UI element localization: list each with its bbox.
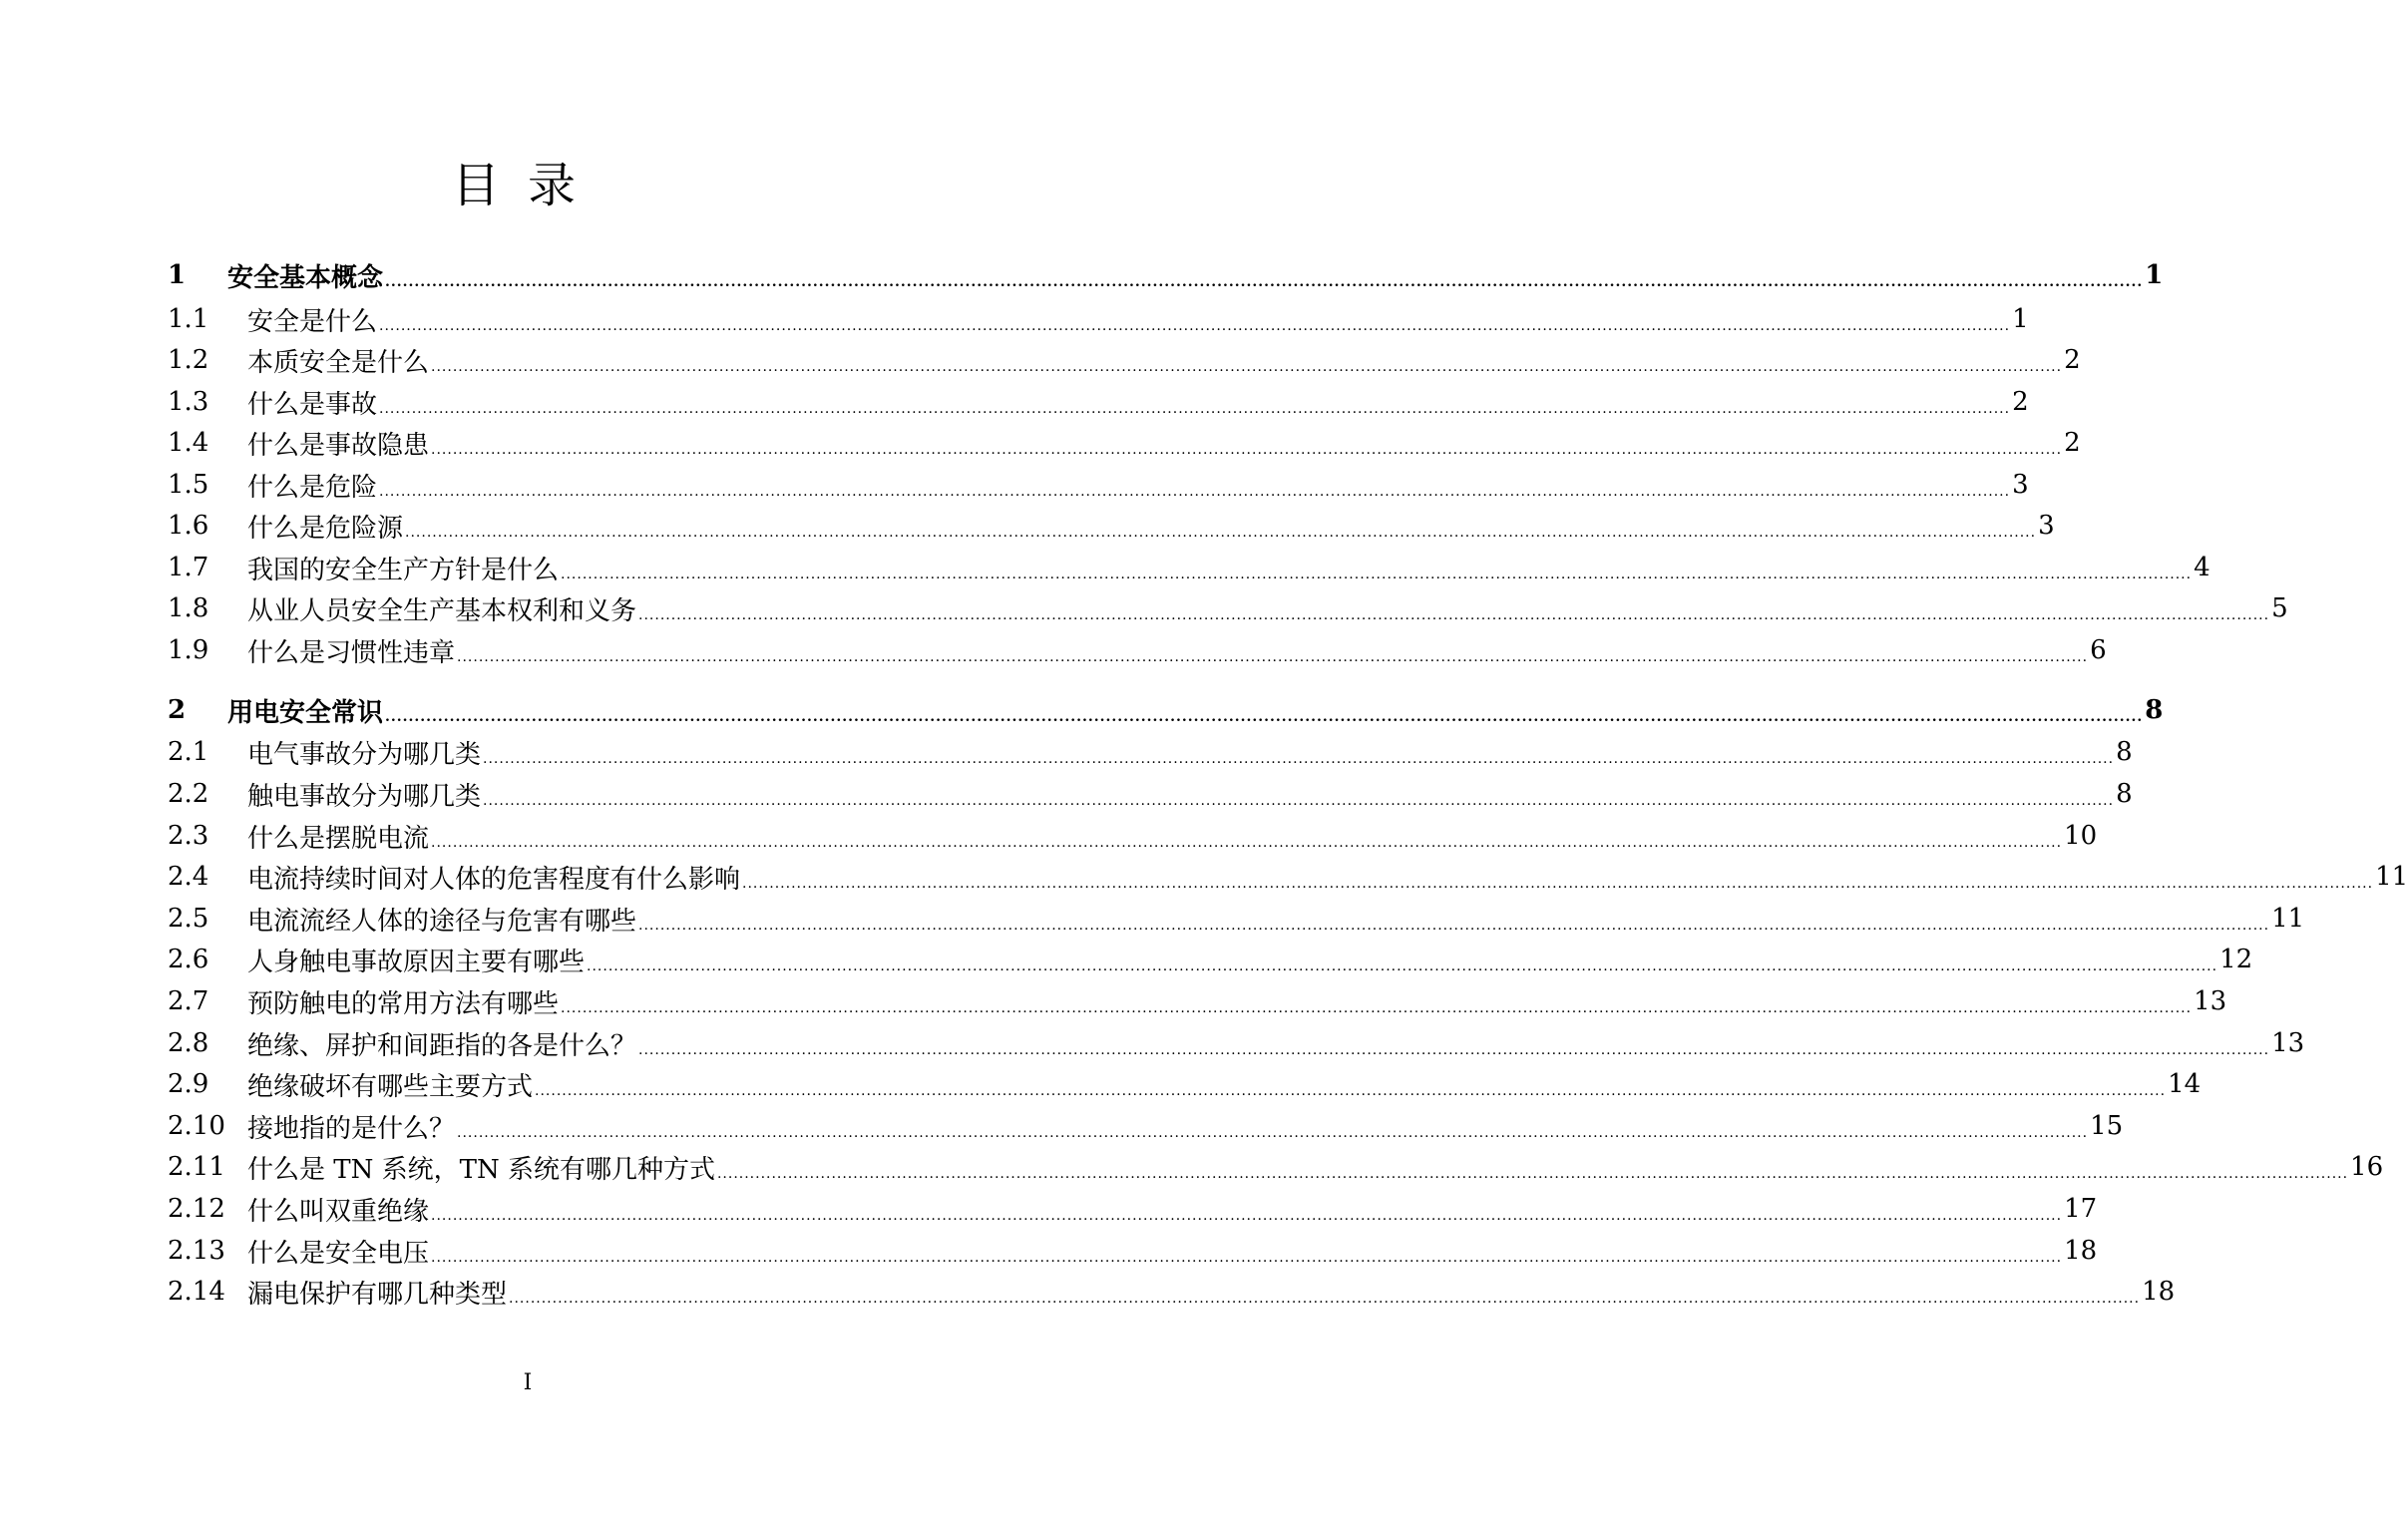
toc-title: 什么是安全电压 bbox=[247, 1238, 430, 1269]
leader-dots: ............................................................................................................................................................................................................................................................................................................ bbox=[587, 958, 2218, 974]
toc-title: 触电事故分为哪几类 bbox=[247, 781, 482, 812]
toc-entry[interactable] bbox=[168, 423, 2081, 463]
toc-number: 2.2 bbox=[168, 779, 209, 809]
toc-entry[interactable] bbox=[168, 506, 2055, 546]
leader-dots: ............................................................................................................................................................................................................................................................................................................ bbox=[431, 835, 2063, 851]
toc-number: 2.5 bbox=[168, 904, 209, 934]
toc-entry[interactable] bbox=[168, 1272, 2176, 1312]
leader-dots: ............................................................................................................................................................................................................................................................................................................ bbox=[379, 318, 2011, 334]
toc-page: 16 bbox=[2350, 1152, 2384, 1182]
toc-entry[interactable] bbox=[168, 340, 2081, 380]
toc-number: 1.1 bbox=[168, 304, 209, 334]
toc-number: 1.2 bbox=[168, 345, 209, 375]
leader-dots: ............................................................................................................................................................................................................................................................................................................ bbox=[385, 274, 2144, 290]
toc-title: 本质安全是什么 bbox=[247, 347, 430, 378]
toc-number: 1.6 bbox=[168, 511, 209, 541]
leader-dots: ............................................................................................................................................................................................................................................................................................................ bbox=[638, 607, 2270, 623]
leader-dots: ............................................................................................................................................................................................................................................................................................................ bbox=[431, 1208, 2063, 1224]
toc-page: 13 bbox=[2194, 986, 2227, 1016]
leader-dots: ............................................................................................................................................................................................................................................................................................................ bbox=[742, 876, 2374, 892]
toc-entry[interactable] bbox=[168, 1231, 2098, 1271]
toc-page: 12 bbox=[2219, 945, 2253, 974]
toc-chapter-1[interactable] bbox=[168, 255, 2164, 295]
toc-entry[interactable] bbox=[168, 1106, 2124, 1146]
toc-entry[interactable] bbox=[168, 548, 2210, 587]
toc-page: 13 bbox=[2271, 1028, 2305, 1058]
toc-title: 绝缘、屏护和间距指的各是什么？ bbox=[247, 1030, 637, 1061]
toc-chapter-2[interactable] bbox=[168, 690, 2164, 730]
leader-dots: ............................................................................................................................................................................................................................................................................................................ bbox=[431, 1250, 2063, 1266]
leader-dots: ............................................................................................................................................................................................................................................................................................................ bbox=[509, 1291, 2141, 1307]
toc-number: 2.11 bbox=[168, 1152, 225, 1182]
toc-title: 用电安全常识 bbox=[227, 697, 384, 728]
toc-page: 1 bbox=[2145, 260, 2164, 290]
leader-dots: ............................................................................................................................................................................................................................................................................................................ bbox=[379, 401, 2011, 417]
toc-title: 什么是事故隐患 bbox=[247, 430, 430, 461]
toc-entry[interactable] bbox=[168, 940, 2253, 979]
toc-page: 8 bbox=[2145, 695, 2164, 725]
toc-title: 安全基本概念 bbox=[227, 262, 384, 293]
toc-entry[interactable] bbox=[168, 899, 2305, 939]
toc-page: 14 bbox=[2168, 1069, 2202, 1099]
toc-title: 什么是危险 bbox=[247, 472, 378, 503]
toc-number: 2.14 bbox=[168, 1277, 225, 1307]
toc-title: 人身触电事故原因主要有哪些 bbox=[247, 947, 586, 977]
leader-dots: ............................................................................................................................................................................................................................................................................................................ bbox=[379, 484, 2011, 500]
toc-entry[interactable] bbox=[168, 732, 2133, 772]
toc-page: 1 bbox=[2012, 304, 2029, 334]
leader-dots: ............................................................................................................................................................................................................................................................................................................ bbox=[716, 1166, 2349, 1182]
toc-page: 3 bbox=[2012, 470, 2029, 500]
toc-page: 2 bbox=[2064, 428, 2081, 458]
toc-number: 1.7 bbox=[168, 553, 209, 582]
toc-title: 什么是习惯性违章 bbox=[247, 637, 456, 668]
toc-entry[interactable] bbox=[168, 1189, 2098, 1229]
toc-title: 什么是 TN 系统，TN 系统有哪几种方式 bbox=[247, 1154, 715, 1185]
toc-number: 2.10 bbox=[168, 1111, 225, 1141]
toc-entry[interactable] bbox=[168, 588, 2288, 628]
toc-page: 17 bbox=[2064, 1194, 2098, 1224]
toc-entry[interactable] bbox=[168, 1147, 2384, 1187]
toc-page: 8 bbox=[2116, 737, 2133, 767]
leader-dots: ............................................................................................................................................................................................................................................................................................................ bbox=[535, 1083, 2167, 1099]
toc-number: 2.3 bbox=[168, 821, 209, 851]
leader-dots: ............................................................................................................................................................................................................................................................................................................ bbox=[638, 1042, 2270, 1058]
toc-number: 2.6 bbox=[168, 945, 209, 974]
toc-title: 预防触电的常用方法有哪些 bbox=[247, 988, 560, 1019]
toc-page: 5 bbox=[2271, 593, 2288, 623]
toc-title: 电流持续时间对人体的危害程度有什么影响 bbox=[247, 864, 741, 895]
leader-dots: ............................................................................................................................................................................................................................................................................................................ bbox=[561, 567, 2193, 582]
toc-page: 4 bbox=[2194, 553, 2210, 582]
toc-title: 我国的安全生产方针是什么 bbox=[247, 555, 560, 585]
leader-dots: ............................................................................................................................................................................................................................................................................................................ bbox=[561, 1000, 2193, 1016]
page-number: I bbox=[523, 1370, 533, 1395]
toc-page: 18 bbox=[2064, 1236, 2098, 1266]
toc-entry[interactable] bbox=[168, 774, 2133, 814]
toc-title: 漏电保护有哪几种类型 bbox=[247, 1279, 508, 1310]
page-title: 目录 bbox=[451, 158, 603, 213]
toc-page: 15 bbox=[2090, 1111, 2124, 1141]
leader-dots: ............................................................................................................................................................................................................................................................................................................ bbox=[457, 1125, 2089, 1141]
leader-dots: ............................................................................................................................................................................................................................................................................................................ bbox=[483, 793, 2115, 809]
leader-dots: ............................................................................................................................................................................................................................................................................................................ bbox=[405, 525, 2037, 541]
toc-number: 2.7 bbox=[168, 986, 209, 1016]
leader-dots: ............................................................................................................................................................................................................................................................................................................ bbox=[457, 649, 2089, 665]
toc-page: 10 bbox=[2064, 821, 2098, 851]
toc-title: 什么是危险源 bbox=[247, 513, 404, 544]
toc-number: 2.1 bbox=[168, 737, 209, 767]
toc-entry[interactable] bbox=[168, 465, 2029, 505]
toc-number: 1.3 bbox=[168, 387, 209, 417]
toc-entry[interactable] bbox=[168, 1023, 2305, 1063]
toc-entry[interactable] bbox=[168, 816, 2098, 856]
toc-title: 从业人员安全生产基本权利和义务 bbox=[247, 595, 637, 626]
toc-page: 8 bbox=[2116, 779, 2133, 809]
toc-number: 2.8 bbox=[168, 1028, 209, 1058]
toc-number: 1 bbox=[168, 260, 187, 290]
toc-entry[interactable] bbox=[168, 630, 2107, 670]
toc-number: 1.8 bbox=[168, 593, 209, 623]
toc-title: 什么是事故 bbox=[247, 389, 378, 420]
toc-entry[interactable] bbox=[168, 1064, 2202, 1104]
toc-page: 11 bbox=[2375, 862, 2408, 892]
toc-title: 电气事故分为哪几类 bbox=[247, 739, 482, 770]
toc-page: 2 bbox=[2012, 387, 2029, 417]
toc-number: 1.4 bbox=[168, 428, 209, 458]
toc-number: 2.4 bbox=[168, 862, 209, 892]
toc-page: 2 bbox=[2064, 345, 2081, 375]
toc-number: 2.13 bbox=[168, 1236, 225, 1266]
toc-entry[interactable] bbox=[168, 857, 2408, 897]
toc-title: 什么叫双重绝缘 bbox=[247, 1196, 430, 1227]
toc-page: 11 bbox=[2271, 904, 2305, 934]
leader-dots: ............................................................................................................................................................................................................................................................................................................ bbox=[385, 709, 2144, 725]
toc-number: 2.12 bbox=[168, 1194, 225, 1224]
toc-number: 1.5 bbox=[168, 470, 209, 500]
toc-page: 3 bbox=[2038, 511, 2055, 541]
toc-entry[interactable] bbox=[168, 299, 2029, 339]
toc-number: 2.9 bbox=[168, 1069, 209, 1099]
toc-page: 18 bbox=[2142, 1277, 2176, 1307]
toc-page: 6 bbox=[2090, 635, 2107, 665]
toc-title: 安全是什么 bbox=[247, 306, 378, 337]
toc-title: 电流流经人体的途径与危害有哪些 bbox=[247, 906, 637, 937]
toc-number: 1.9 bbox=[168, 635, 209, 665]
toc-title: 接地指的是什么？ bbox=[247, 1113, 456, 1144]
leader-dots: ............................................................................................................................................................................................................................................................................................................ bbox=[483, 751, 2115, 767]
toc-number: 2 bbox=[168, 695, 187, 725]
toc-entry[interactable] bbox=[168, 382, 2029, 422]
toc-title: 什么是摆脱电流 bbox=[247, 823, 430, 854]
toc-title: 绝缘破坏有哪些主要方式 bbox=[247, 1071, 534, 1102]
toc-entry[interactable] bbox=[168, 981, 2227, 1021]
leader-dots: ............................................................................................................................................................................................................................................................................................................ bbox=[431, 442, 2063, 458]
leader-dots: ............................................................................................................................................................................................................................................................................................................ bbox=[431, 359, 2063, 375]
leader-dots: ............................................................................................................................................................................................................................................................................................................ bbox=[638, 918, 2270, 934]
